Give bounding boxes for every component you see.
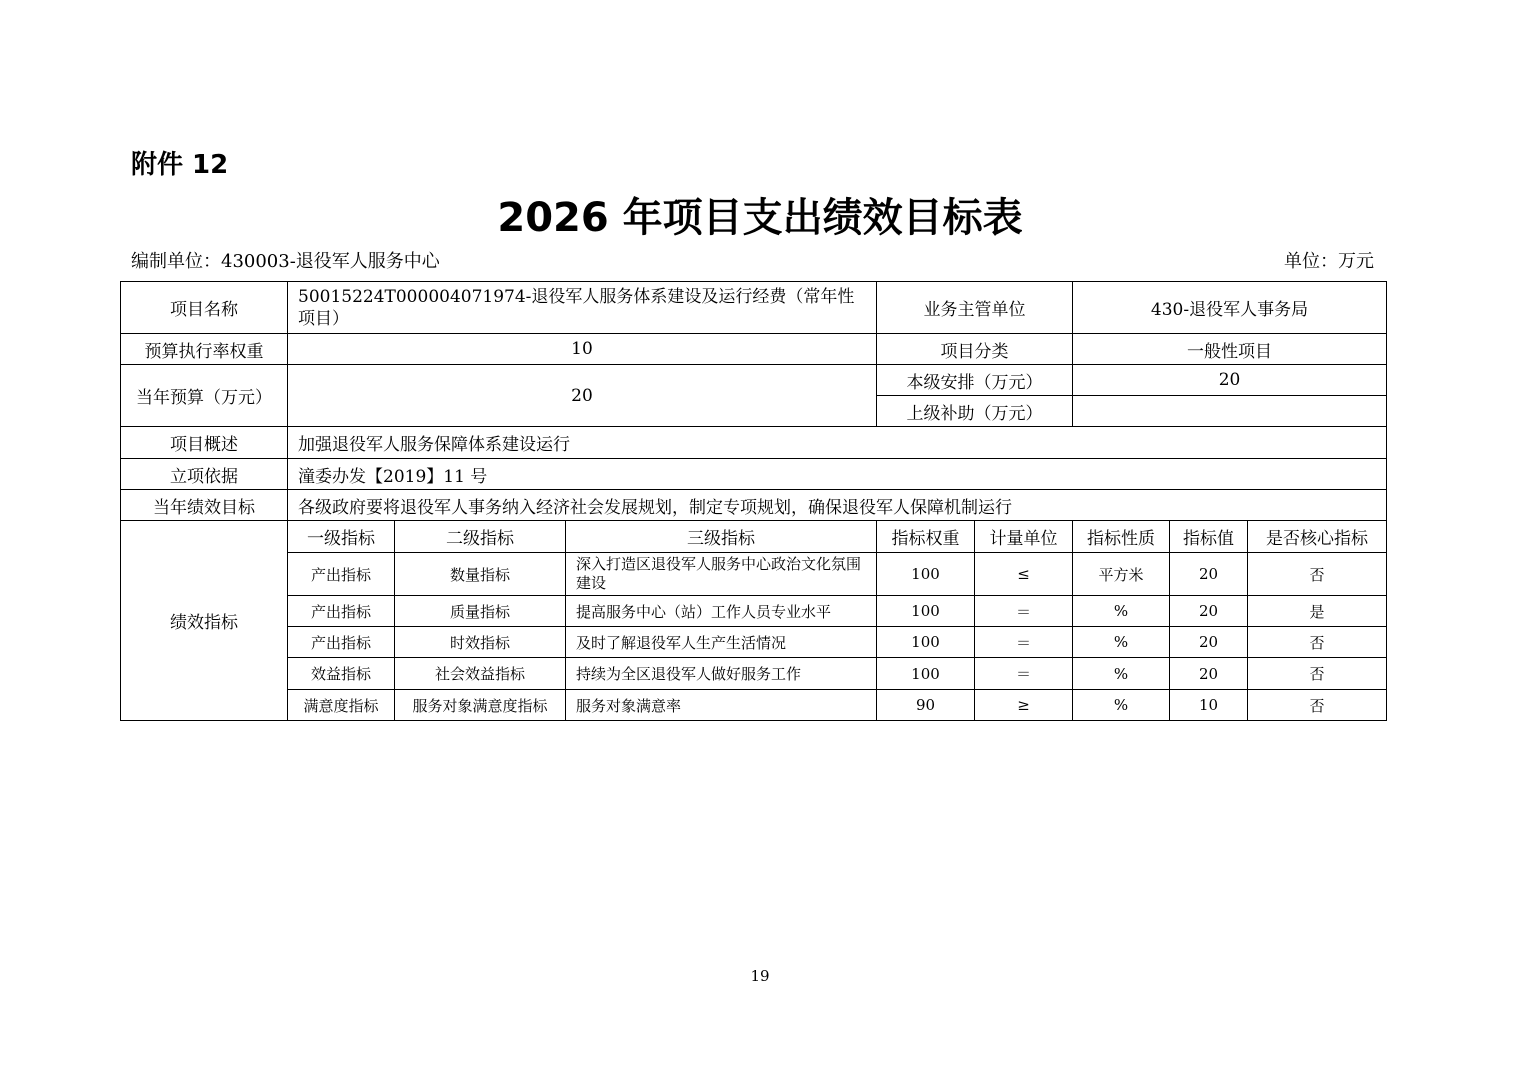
header-level3: 三级指标 [566,521,877,553]
weight-cell: 100 [877,627,975,658]
budget-row [121,365,1387,396]
category-label: 项目分类 [877,334,1073,365]
local-value: 20 [1073,365,1387,396]
goal-value: 各级政府要将退役军人事务纳入经济社会发展规划，制定专项规划，确保退役军人保障机制运行 [288,490,1387,521]
nature-cell: % [1073,690,1170,721]
header-core: 是否核心指标 [1248,521,1387,553]
weight-cell: 100 [877,553,975,596]
local-label: 本级安排（万元） [877,365,1073,396]
dept-label: 业务主管单位 [877,282,1073,334]
goal-label: 当年绩效目标 [121,490,288,521]
indicators-section-label: 绩效指标 [121,521,288,721]
level1-cell: 产出指标 [288,553,395,596]
table-row [121,627,1387,658]
value-cell: 20 [1170,658,1248,690]
upper-value [1073,396,1387,427]
weight-cell: 90 [877,690,975,721]
header-nature: 指标性质 [1073,521,1170,553]
table-row [121,596,1387,627]
nature-cell: % [1073,627,1170,658]
value-cell: 20 [1170,553,1248,596]
basis-row [121,459,1387,490]
category-value: 一般性项目 [1073,334,1387,365]
currency-unit: 单位：万元 [1284,251,1374,272]
header-measure-unit: 计量单位 [975,521,1073,553]
value-cell: 20 [1170,627,1248,658]
indicator-header-row [121,521,1387,553]
level3-cell: 深入打造区退役军人服务中心政治文化氛围建设 [566,553,877,596]
level2-cell: 质量指标 [395,596,566,627]
nature-cell: 平方米 [1073,553,1170,596]
project-name-value: 50015224T000004071974-退役军人服务体系建设及运行经费（常年性项目） [288,282,877,334]
operator-cell: ＝ [975,627,1073,658]
overview-label: 项目概述 [121,427,288,459]
level2-cell: 服务对象满意度指标 [395,690,566,721]
basis-label: 立项依据 [121,459,288,490]
core-cell: 否 [1248,627,1387,658]
weight-row [121,334,1387,365]
upper-label: 上级补助（万元） [877,396,1073,427]
budget-label: 当年预算（万元） [121,365,288,427]
operator-cell: ＝ [975,658,1073,690]
page-title: 2026 年项目支出绩效目标表 [497,195,1023,241]
overview-value: 加强退役军人服务保障体系建设运行 [288,427,1387,459]
weight-label: 预算执行率权重 [121,334,288,365]
dept-value: 430-退役军人事务局 [1073,282,1387,334]
header-value: 指标值 [1170,521,1248,553]
level2-cell: 时效指标 [395,627,566,658]
attachment-label: 附件 12 [131,150,229,180]
nature-cell: % [1073,596,1170,627]
level3-cell: 持续为全区退役军人做好服务工作 [566,658,877,690]
nature-cell: % [1073,658,1170,690]
table-row [121,690,1387,721]
level1-cell: 产出指标 [288,596,395,627]
level1-cell: 效益指标 [288,658,395,690]
header-weight: 指标权重 [877,521,975,553]
value-cell: 20 [1170,596,1248,627]
performance-table [120,281,1387,721]
basis-value: 潼委办发【2019】11 号 [288,459,1387,490]
table-row [121,658,1387,690]
core-cell: 是 [1248,596,1387,627]
core-cell: 否 [1248,658,1387,690]
project-name-label: 项目名称 [121,282,288,334]
operator-cell: ≤ [975,553,1073,596]
level2-cell: 社会效益指标 [395,658,566,690]
level3-cell: 及时了解退役军人生产生活情况 [566,627,877,658]
weight-cell: 100 [877,658,975,690]
weight-cell: 100 [877,596,975,627]
level3-cell: 服务对象满意率 [566,690,877,721]
overview-row [121,427,1387,459]
core-cell: 否 [1248,553,1387,596]
level3-cell: 提高服务中心（站）工作人员专业水平 [566,596,877,627]
goal-row [121,490,1387,521]
core-cell: 否 [1248,690,1387,721]
project-name-row [121,282,1387,334]
header-level2: 二级指标 [395,521,566,553]
weight-value: 10 [288,334,877,365]
level1-cell: 满意度指标 [288,690,395,721]
level1-cell: 产出指标 [288,627,395,658]
budget-value: 20 [288,365,877,427]
page-number: 19 [750,967,770,985]
value-cell: 10 [1170,690,1248,721]
compiler-unit: 编制单位：430003-退役军人服务中心 [131,251,440,272]
operator-cell: ≥ [975,690,1073,721]
operator-cell: ＝ [975,596,1073,627]
header-level1: 一级指标 [288,521,395,553]
table-row [121,553,1387,596]
level2-cell: 数量指标 [395,553,566,596]
